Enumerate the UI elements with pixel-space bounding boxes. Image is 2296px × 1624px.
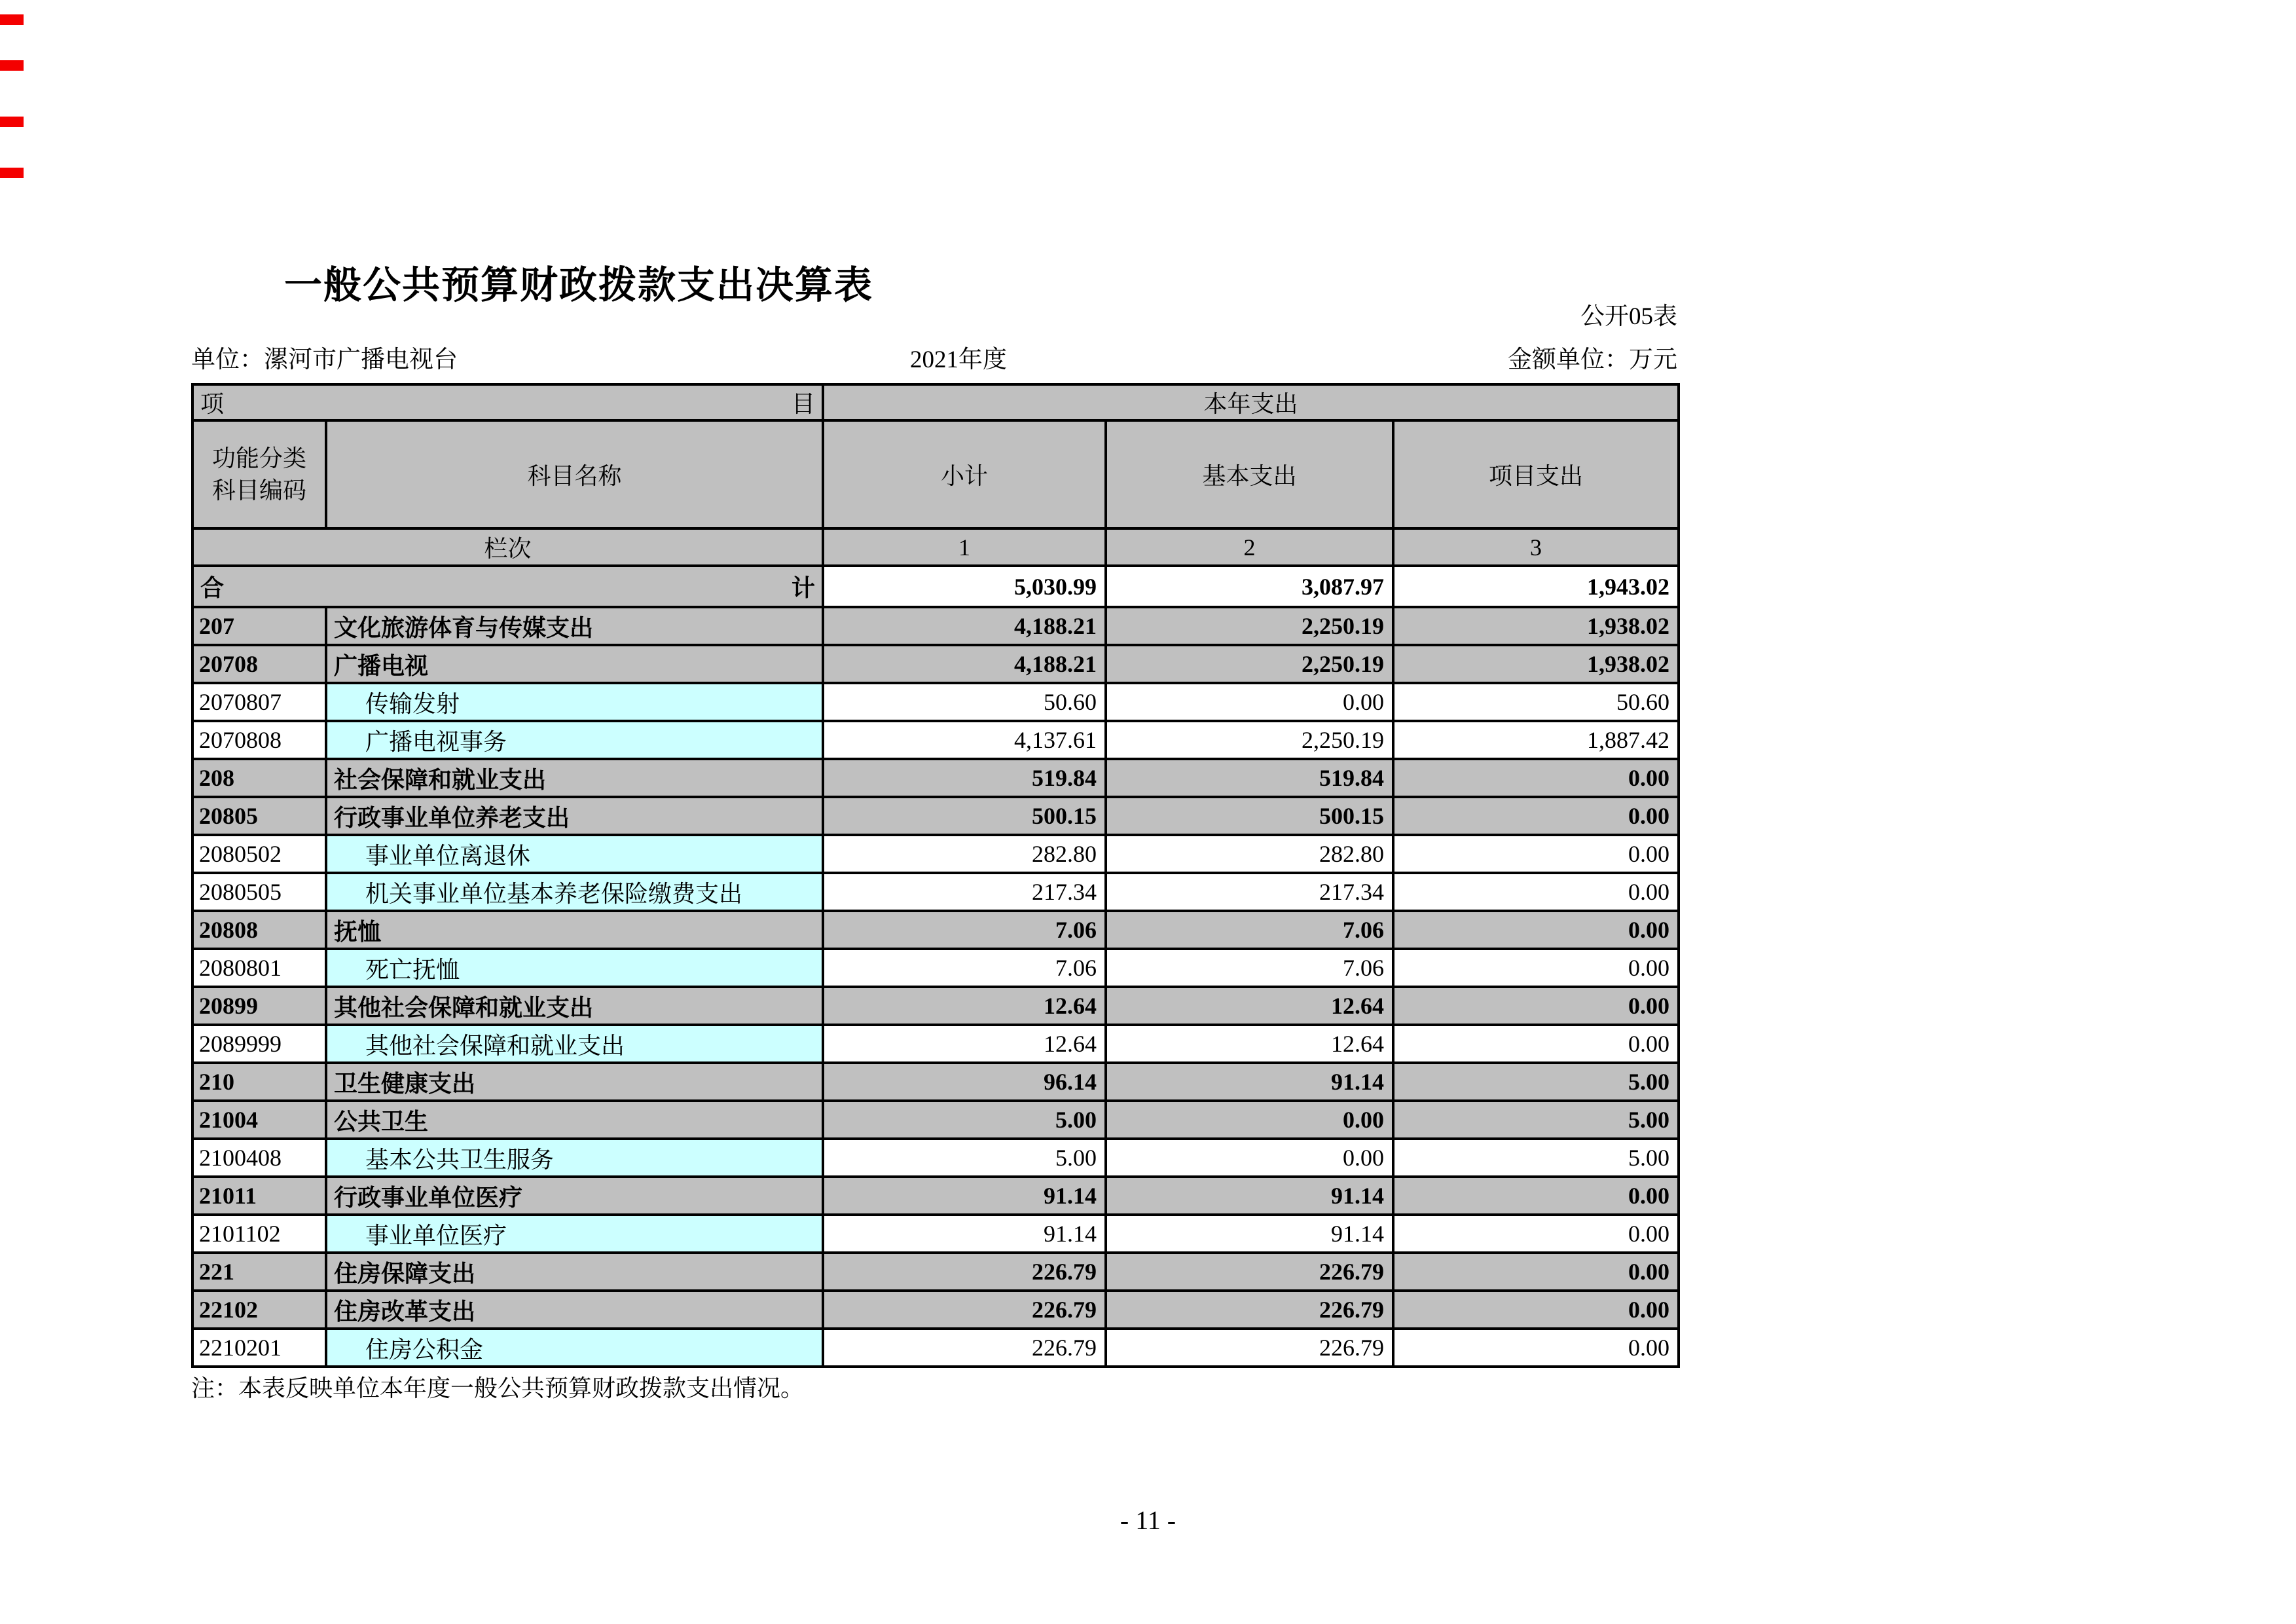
subtotal-cell: 7.06 bbox=[823, 949, 1106, 987]
header-row-item bbox=[192, 384, 1679, 420]
header-item-left: 项 bbox=[200, 391, 225, 417]
code-cell: 20805 bbox=[192, 797, 326, 835]
total-row bbox=[192, 566, 1679, 607]
basic-expense-cell: 12.64 bbox=[1106, 987, 1393, 1025]
table-row-20708 bbox=[192, 645, 1679, 683]
project-expense-cell: 5.00 bbox=[1393, 1101, 1679, 1139]
subtotal-cell: 217.34 bbox=[823, 873, 1106, 911]
subject-name-cell: 广播电视 bbox=[326, 645, 823, 683]
basic-expense-cell: 0.00 bbox=[1106, 1101, 1393, 1139]
subtotal-cell: 226.79 bbox=[823, 1291, 1106, 1329]
header-cell-code bbox=[192, 420, 326, 528]
header-row-columns bbox=[192, 420, 1679, 528]
footnote: 注：本表反映单位本年度一般公共预算财政拨款支出情况。 bbox=[191, 1375, 805, 1401]
subtotal-cell: 519.84 bbox=[823, 759, 1106, 797]
page-number: - 11 - bbox=[1120, 1505, 1176, 1535]
header-cell-year-expense: 本年支出 bbox=[823, 384, 1679, 420]
subject-name-cell: 公共卫生 bbox=[326, 1101, 823, 1139]
project-expense-cell: 0.00 bbox=[1393, 759, 1679, 797]
fiscal-year-label: 2021年度 bbox=[910, 346, 1007, 373]
subtotal-cell: 5.00 bbox=[823, 1101, 1106, 1139]
code-cell: 20808 bbox=[192, 911, 326, 949]
subject-name-cell: 行政事业单位养老支出 bbox=[326, 797, 823, 835]
header-cell-project: 项目支出 bbox=[1393, 420, 1679, 528]
subject-name-cell: 死亡抚恤 bbox=[326, 949, 823, 987]
subtotal-cell: 12.64 bbox=[823, 1025, 1106, 1063]
table-row-2080502 bbox=[192, 835, 1679, 873]
code-cell: 2080502 bbox=[192, 835, 326, 873]
table-row-207 bbox=[192, 607, 1679, 645]
table-row-210 bbox=[192, 1063, 1679, 1101]
header-code-line2: 科目编码 bbox=[211, 477, 306, 504]
code-cell: 2210201 bbox=[192, 1329, 326, 1367]
basic-expense-cell: 226.79 bbox=[1106, 1253, 1393, 1291]
code-cell: 20899 bbox=[192, 987, 326, 1025]
table-row-21004 bbox=[192, 1101, 1679, 1139]
subject-name-cell: 事业单位离退休 bbox=[326, 835, 823, 873]
total-basic-cell: 3,087.97 bbox=[1106, 566, 1393, 607]
basic-expense-cell: 7.06 bbox=[1106, 949, 1393, 987]
subtotal-cell: 4,188.21 bbox=[823, 607, 1106, 645]
project-expense-cell: 50.60 bbox=[1393, 683, 1679, 721]
basic-expense-cell: 91.14 bbox=[1106, 1177, 1393, 1215]
subject-name-cell: 社会保障和就业支出 bbox=[326, 759, 823, 797]
project-expense-cell: 0.00 bbox=[1393, 911, 1679, 949]
code-cell: 208 bbox=[192, 759, 326, 797]
subject-name-cell: 基本公共卫生服务 bbox=[326, 1139, 823, 1177]
header-code-line1: 功能分类 bbox=[211, 445, 306, 471]
subject-name-cell: 文化旅游体育与传媒支出 bbox=[326, 607, 823, 645]
project-expense-cell: 1,938.02 bbox=[1393, 607, 1679, 645]
header-item-right: 目 bbox=[791, 391, 815, 417]
subtotal-cell: 12.64 bbox=[823, 987, 1106, 1025]
project-expense-cell: 0.00 bbox=[1393, 987, 1679, 1025]
red-annotation-mark bbox=[0, 117, 24, 127]
project-expense-cell: 1,887.42 bbox=[1393, 721, 1679, 759]
code-cell: 2070807 bbox=[192, 683, 326, 721]
table-row-20805 bbox=[192, 797, 1679, 835]
subtotal-cell: 91.14 bbox=[823, 1177, 1106, 1215]
basic-expense-cell: 500.15 bbox=[1106, 797, 1393, 835]
subtotal-cell: 96.14 bbox=[823, 1063, 1106, 1101]
subject-name-cell: 广播电视事务 bbox=[326, 721, 823, 759]
code-cell: 21004 bbox=[192, 1101, 326, 1139]
subtotal-cell: 282.80 bbox=[823, 835, 1106, 873]
subject-name-cell: 住房保障支出 bbox=[326, 1253, 823, 1291]
code-cell: 221 bbox=[192, 1253, 326, 1291]
basic-expense-cell: 12.64 bbox=[1106, 1025, 1393, 1063]
table-row-2089999 bbox=[192, 1025, 1679, 1063]
subject-name-cell: 住房改革支出 bbox=[326, 1291, 823, 1329]
subject-name-cell: 其他社会保障和就业支出 bbox=[326, 1025, 823, 1063]
subtotal-cell: 91.14 bbox=[823, 1215, 1106, 1253]
project-expense-cell: 5.00 bbox=[1393, 1063, 1679, 1101]
basic-expense-cell: 0.00 bbox=[1106, 683, 1393, 721]
code-cell: 2080801 bbox=[192, 949, 326, 987]
basic-expense-cell: 91.14 bbox=[1106, 1215, 1393, 1253]
code-cell: 207 bbox=[192, 607, 326, 645]
table-row-2070808 bbox=[192, 721, 1679, 759]
basic-expense-cell: 282.80 bbox=[1106, 835, 1393, 873]
header-cell-subject: 科目名称 bbox=[326, 420, 823, 528]
header-row-lanci bbox=[192, 528, 1679, 566]
project-expense-cell: 0.00 bbox=[1393, 949, 1679, 987]
table-row-21011 bbox=[192, 1177, 1679, 1215]
subtotal-cell: 4,137.61 bbox=[823, 721, 1106, 759]
code-cell: 2100408 bbox=[192, 1139, 326, 1177]
subject-name-cell: 机关事业单位基本养老保险缴费支出 bbox=[326, 873, 823, 911]
basic-expense-cell: 0.00 bbox=[1106, 1139, 1393, 1177]
code-cell: 2089999 bbox=[192, 1025, 326, 1063]
code-cell: 2070808 bbox=[192, 721, 326, 759]
header-cell-item bbox=[192, 384, 823, 420]
code-cell: 210 bbox=[192, 1063, 326, 1101]
subtotal-cell: 500.15 bbox=[823, 797, 1106, 835]
red-annotation-mark bbox=[0, 60, 24, 71]
subject-name-cell: 住房公积金 bbox=[326, 1329, 823, 1367]
subject-name-cell: 事业单位医疗 bbox=[326, 1215, 823, 1253]
basic-expense-cell: 2,250.19 bbox=[1106, 645, 1393, 683]
table-row-2080801 bbox=[192, 949, 1679, 987]
page-title: 一般公共预算财政拨款支出决算表 bbox=[284, 264, 874, 306]
basic-expense-cell: 91.14 bbox=[1106, 1063, 1393, 1101]
project-expense-cell: 0.00 bbox=[1393, 1215, 1679, 1253]
table-row-20899 bbox=[192, 987, 1679, 1025]
subject-name-cell: 传输发射 bbox=[326, 683, 823, 721]
table-code-label: 公开05表 bbox=[1580, 303, 1677, 330]
table-row-2070807 bbox=[192, 683, 1679, 721]
header-cell-col2: 2 bbox=[1106, 528, 1393, 566]
code-cell: 20708 bbox=[192, 645, 326, 683]
project-expense-cell: 0.00 bbox=[1393, 1329, 1679, 1367]
subtotal-cell: 50.60 bbox=[823, 683, 1106, 721]
red-annotation-mark bbox=[0, 168, 24, 178]
code-cell: 2080505 bbox=[192, 873, 326, 911]
subtotal-cell: 5.00 bbox=[823, 1139, 1106, 1177]
subtotal-cell: 4,188.21 bbox=[823, 645, 1106, 683]
subject-name-cell: 其他社会保障和就业支出 bbox=[326, 987, 823, 1025]
total-label-right: 计 bbox=[791, 575, 815, 601]
subtotal-cell: 226.79 bbox=[823, 1329, 1106, 1367]
project-expense-cell: 0.00 bbox=[1393, 1253, 1679, 1291]
table-row-22102 bbox=[192, 1291, 1679, 1329]
project-expense-cell: 0.00 bbox=[1393, 1291, 1679, 1329]
subtotal-cell: 226.79 bbox=[823, 1253, 1106, 1291]
subject-name-cell: 抚恤 bbox=[326, 911, 823, 949]
total-label-left: 合 bbox=[200, 575, 225, 601]
header-cell-basic: 基本支出 bbox=[1106, 420, 1393, 528]
basic-expense-cell: 2,250.19 bbox=[1106, 607, 1393, 645]
budget-table bbox=[191, 383, 1680, 1368]
subtotal-cell: 7.06 bbox=[823, 911, 1106, 949]
basic-expense-cell: 2,250.19 bbox=[1106, 721, 1393, 759]
table-row-2080505 bbox=[192, 873, 1679, 911]
code-cell: 2101102 bbox=[192, 1215, 326, 1253]
project-expense-cell: 0.00 bbox=[1393, 873, 1679, 911]
total-project-cell: 1,943.02 bbox=[1393, 566, 1679, 607]
project-expense-cell: 0.00 bbox=[1393, 835, 1679, 873]
total-label-cell bbox=[192, 566, 823, 607]
basic-expense-cell: 226.79 bbox=[1106, 1291, 1393, 1329]
subject-name-cell: 行政事业单位医疗 bbox=[326, 1177, 823, 1215]
table-row-2210201 bbox=[192, 1329, 1679, 1367]
table-row-20808 bbox=[192, 911, 1679, 949]
basic-expense-cell: 519.84 bbox=[1106, 759, 1393, 797]
header-cell-col1: 1 bbox=[823, 528, 1106, 566]
subject-name-cell: 卫生健康支出 bbox=[326, 1063, 823, 1101]
red-annotation-mark bbox=[0, 14, 24, 25]
table-row-208 bbox=[192, 759, 1679, 797]
project-expense-cell: 0.00 bbox=[1393, 1177, 1679, 1215]
project-expense-cell: 0.00 bbox=[1393, 1025, 1679, 1063]
basic-expense-cell: 226.79 bbox=[1106, 1329, 1393, 1367]
code-cell: 22102 bbox=[192, 1291, 326, 1329]
table-row-221 bbox=[192, 1253, 1679, 1291]
total-subtotal-cell: 5,030.99 bbox=[823, 566, 1106, 607]
header-cell-col3: 3 bbox=[1393, 528, 1679, 566]
code-cell: 21011 bbox=[192, 1177, 326, 1215]
header-cell-subtotal: 小计 bbox=[823, 420, 1106, 528]
basic-expense-cell: 7.06 bbox=[1106, 911, 1393, 949]
basic-expense-cell: 217.34 bbox=[1106, 873, 1393, 911]
project-expense-cell: 5.00 bbox=[1393, 1139, 1679, 1177]
unit-label: 单位：漯河市广播电视台 bbox=[191, 346, 458, 373]
amount-unit-label: 金额单位：万元 bbox=[1508, 346, 1677, 373]
table-row-2101102 bbox=[192, 1215, 1679, 1253]
project-expense-cell: 0.00 bbox=[1393, 797, 1679, 835]
header-cell-lanci: 栏次 bbox=[192, 528, 823, 566]
table-row-2100408 bbox=[192, 1139, 1679, 1177]
project-expense-cell: 1,938.02 bbox=[1393, 645, 1679, 683]
